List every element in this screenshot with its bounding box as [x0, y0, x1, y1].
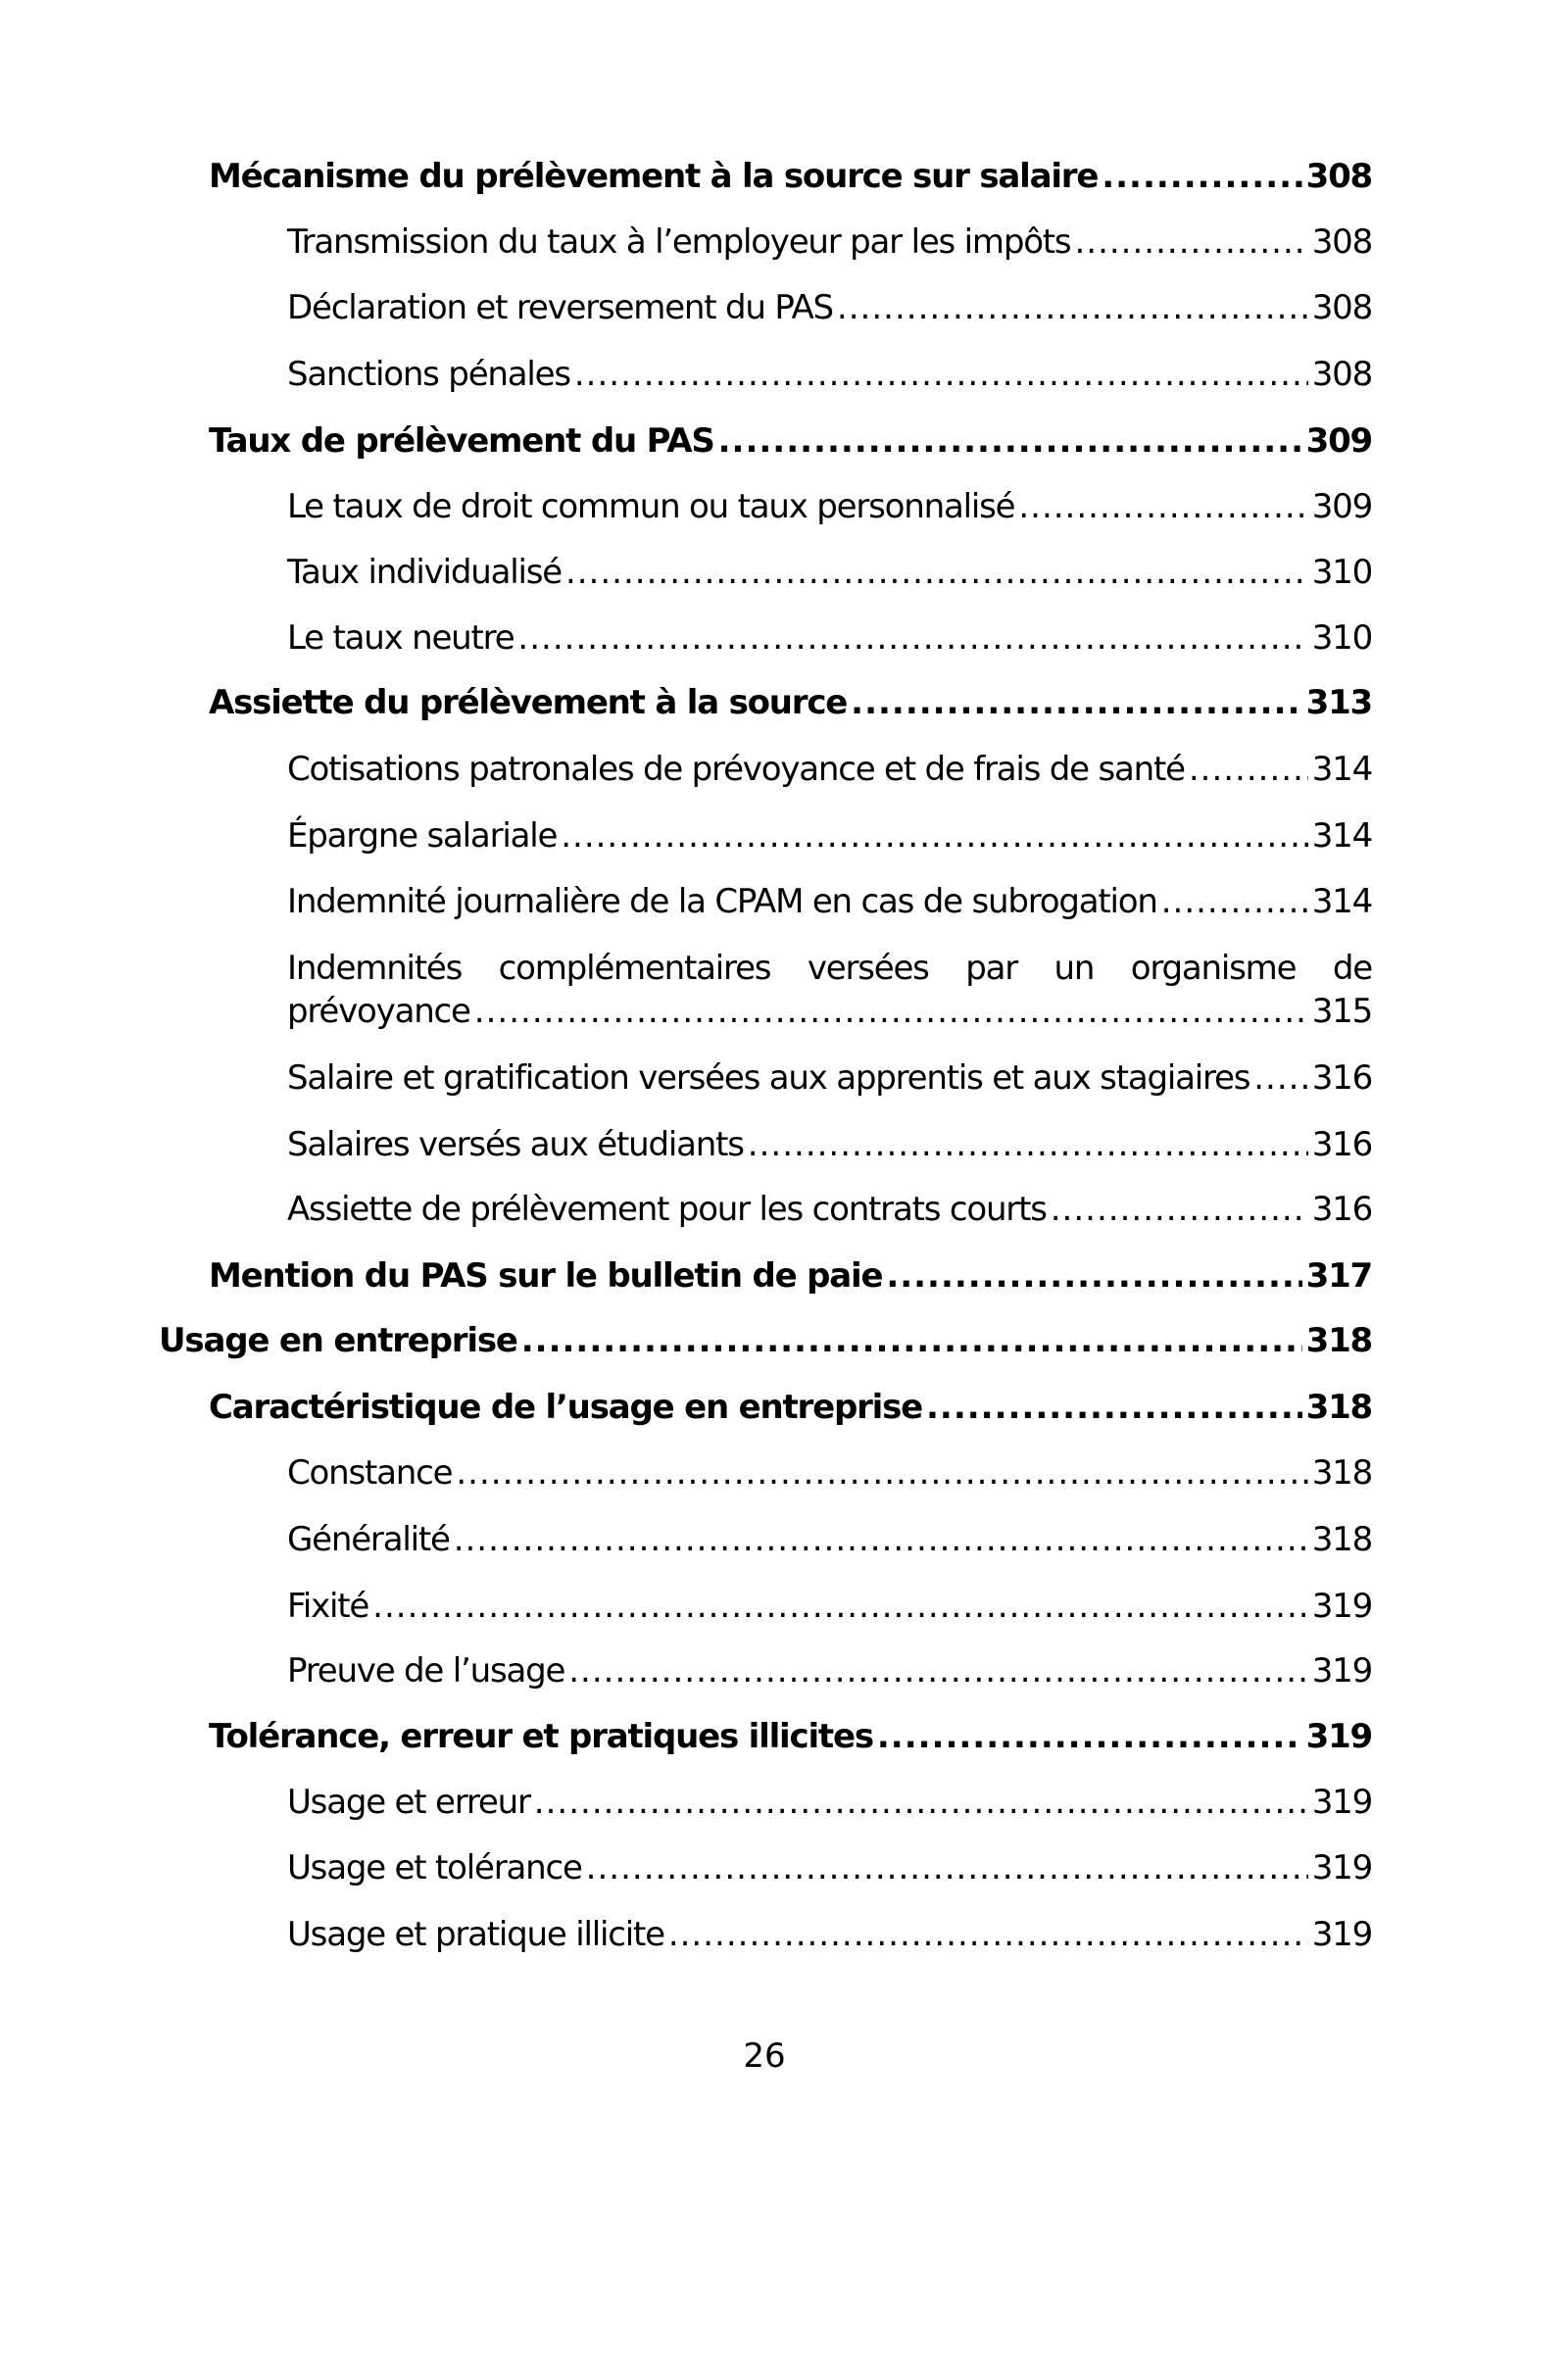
dot-leader [837, 286, 1308, 329]
toc-entry[interactable] [287, 1056, 1372, 1100]
toc-entry-page: 308 [1305, 157, 1372, 196]
toc-entry-label: prévoyance [287, 992, 470, 1031]
toc-entry-page: 308 [1311, 288, 1372, 327]
toc-entry-page: 317 [1305, 1256, 1372, 1296]
dot-leader [565, 551, 1308, 594]
dot-leader [926, 1386, 1302, 1429]
word: versées [807, 949, 929, 988]
page-number: 26 [743, 2036, 786, 2076]
toc-entry-label: Déclaration et reversement du PAS [287, 288, 833, 327]
toc-entry-page: 313 [1305, 683, 1372, 722]
word: organisme [1130, 949, 1297, 988]
toc-entry-page: 316 [1311, 1190, 1372, 1229]
toc-entry[interactable] [287, 616, 1372, 660]
toc-entry-label-line2 [287, 990, 1372, 1033]
toc-entry-label: Le taux neutre [287, 618, 514, 658]
dot-leader [886, 1254, 1301, 1298]
toc-entry-label: Sanctions pénales [287, 355, 570, 394]
toc-entry-page: 319 [1311, 1651, 1372, 1691]
toc-entry-page: 310 [1311, 618, 1372, 658]
toc-entry-label-line1 [287, 947, 1372, 990]
toc-entry[interactable] [287, 1649, 1372, 1692]
toc-entry-label: Transmission du taux à l’employeur par les impôts [287, 222, 1071, 262]
toc-entry[interactable] [287, 748, 1372, 791]
toc-entry-label: Indemnité journalière de la CPAM en cas de subrogation [287, 882, 1157, 921]
toc-entry[interactable] [209, 1715, 1372, 1758]
toc-entry-page: 319 [1311, 1915, 1372, 1954]
dot-leader [521, 1319, 1302, 1362]
toc-entry[interactable] [209, 419, 1372, 463]
toc-entry-label: Salaire et gratification versées aux apprentis et aux stagiaires [287, 1058, 1250, 1098]
toc-entry[interactable] [287, 1188, 1372, 1231]
toc-entry[interactable] [287, 485, 1372, 528]
dot-leader [574, 353, 1308, 396]
toc-entry-page: 315 [1311, 992, 1372, 1031]
dot-leader [718, 419, 1302, 463]
toc-entry-page: 309 [1305, 421, 1372, 461]
dot-leader [517, 616, 1307, 660]
toc-entry[interactable] [287, 1518, 1372, 1561]
toc-entry-label: Mécanisme du prélèvement à la source sur salaire [209, 157, 1099, 196]
toc-entry[interactable] [209, 1386, 1372, 1429]
dot-leader [561, 814, 1308, 858]
toc-entry-label: Preuve de l’usage [287, 1651, 565, 1691]
toc-entry[interactable] [287, 1123, 1372, 1166]
dot-leader [1161, 880, 1308, 923]
toc-entry-label: Salaires versés aux étudiants [287, 1125, 744, 1164]
word: complémentaires [498, 949, 771, 988]
dot-leader [568, 1649, 1307, 1692]
toc-entry[interactable] [209, 681, 1372, 724]
toc-entry-page: 316 [1311, 1125, 1372, 1164]
toc-entry-label: Mention du PAS sur le bulletin de paie [209, 1256, 883, 1296]
toc-entry[interactable] [287, 551, 1372, 594]
dot-leader [851, 681, 1301, 724]
dot-leader [1102, 155, 1301, 198]
word: Indemnités [287, 949, 463, 988]
toc-entry-page: 314 [1311, 882, 1372, 921]
toc-entry-label: Usage et pratique illicite [287, 1915, 664, 1954]
toc-entry-label: Caractéristique de l’usage en entreprise [209, 1388, 923, 1427]
toc-entry-label: Usage et tolérance [287, 1848, 582, 1887]
toc-entry[interactable] [209, 155, 1372, 198]
dot-leader [454, 1518, 1308, 1561]
dot-leader [586, 1846, 1308, 1889]
dot-leader [1051, 1188, 1308, 1231]
dot-leader [534, 1781, 1308, 1824]
toc-entry-label: Assiette de prélèvement pour les contrats courts [287, 1190, 1047, 1229]
toc-entry[interactable] [287, 1913, 1372, 1956]
toc-entry-label: Tolérance, erreur et pratiques illicites [209, 1717, 873, 1756]
toc-entry[interactable] [287, 1451, 1372, 1495]
toc-entry-page: 319 [1311, 1848, 1372, 1887]
dot-leader [668, 1913, 1308, 1956]
toc-entry-label: Fixité [287, 1587, 369, 1626]
dot-leader [1018, 485, 1307, 528]
toc-entry-label: Assiette du prélèvement à la source [209, 683, 848, 722]
toc-entry-page: 318 [1311, 1520, 1372, 1559]
dot-leader [877, 1715, 1302, 1758]
toc-entry[interactable] [287, 221, 1372, 264]
toc-entry[interactable] [287, 814, 1372, 858]
toc-entry-label: Taux de prélèvement du PAS [209, 421, 714, 461]
toc-entry-page: 308 [1311, 355, 1372, 394]
toc-entry[interactable] [209, 1254, 1372, 1298]
dot-leader [372, 1585, 1308, 1628]
toc-entry-label: Cotisations patronales de prévoyance et de frais de santé [287, 750, 1185, 789]
dot-leader [748, 1123, 1308, 1166]
toc-entry[interactable] [159, 1319, 1372, 1362]
toc-entry-page: 319 [1311, 1783, 1372, 1822]
toc-entry[interactable] [287, 353, 1372, 396]
dot-leader [474, 990, 1308, 1033]
toc-entry-label: Usage et erreur [287, 1783, 530, 1822]
dot-leader [1253, 1056, 1307, 1100]
toc-entry-page: 314 [1311, 816, 1372, 856]
toc-entry-label: Usage en entreprise [159, 1321, 517, 1360]
toc-entry[interactable] [287, 286, 1372, 329]
toc-entry-page: 318 [1305, 1388, 1372, 1427]
toc-entry[interactable] [287, 1781, 1372, 1824]
toc-entry-page: 319 [1311, 1587, 1372, 1626]
toc-entry[interactable] [287, 1585, 1372, 1628]
toc-entry-page: 309 [1311, 487, 1372, 526]
toc-entry-page: 310 [1311, 553, 1372, 592]
toc-entry[interactable] [287, 880, 1372, 923]
toc-entry-label: Épargne salariale [287, 816, 558, 856]
toc-entry-label: Constance [287, 1453, 453, 1493]
dot-leader [1189, 748, 1308, 791]
toc-entry-page: 318 [1311, 1453, 1372, 1493]
toc-entry-page: 319 [1305, 1717, 1372, 1756]
toc-entry-label: Taux individualisé [287, 553, 562, 592]
toc-entry-page: 308 [1311, 222, 1372, 262]
dot-leader [1074, 221, 1307, 264]
toc-entry[interactable] [287, 947, 1372, 1033]
toc-entry[interactable] [287, 1846, 1372, 1889]
word: par [965, 949, 1018, 988]
dot-leader [456, 1451, 1307, 1495]
toc-entry-page: 318 [1305, 1321, 1372, 1360]
word: de [1332, 949, 1372, 988]
word: un [1054, 949, 1095, 988]
toc-entry-label: Le taux de droit commun ou taux personnalisé [287, 487, 1015, 526]
toc-entry-page: 314 [1311, 750, 1372, 789]
toc-entry-page: 316 [1311, 1058, 1372, 1098]
toc-entry-label: Généralité [287, 1520, 450, 1559]
